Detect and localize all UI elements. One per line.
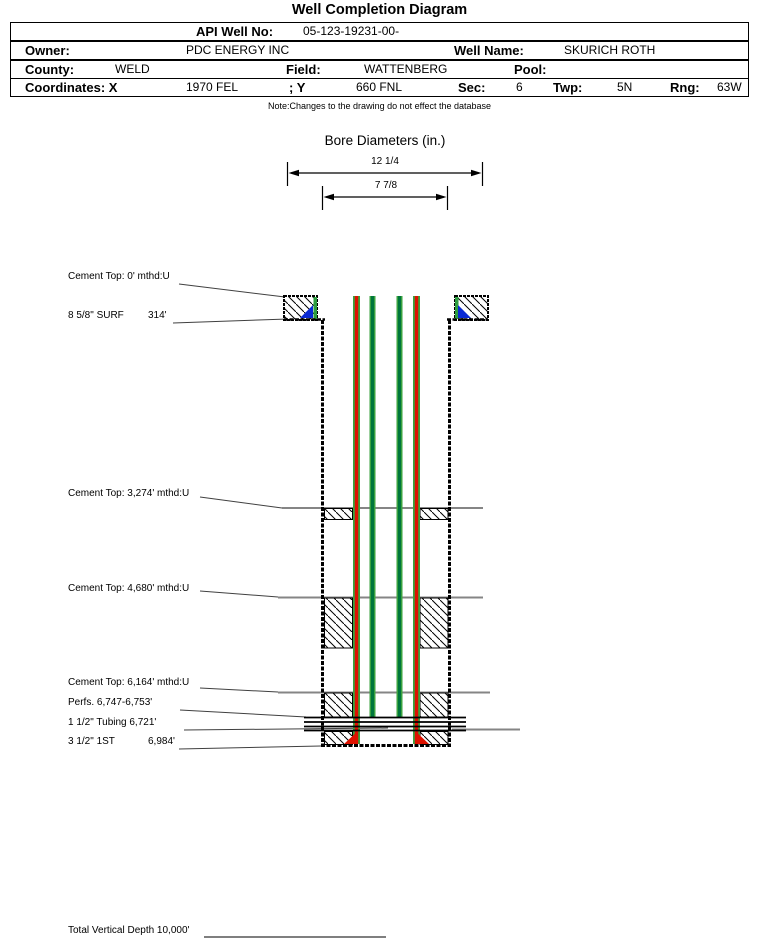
county-value: WELD [115, 62, 150, 76]
callout-total-vertical-depth: Total Vertical Depth 10,000' [68, 925, 190, 936]
field-label: Field: [286, 62, 321, 77]
callout-cement-top-4680: Cement Top: 4,680' mthd:U [68, 583, 190, 594]
table-row-coordinates [10, 78, 749, 97]
twp-value: 5N [617, 80, 633, 94]
table-row-owner [10, 41, 749, 60]
callout-liner: 3 1/2" 1ST [68, 736, 115, 747]
arrowhead-outer-left [289, 170, 300, 177]
cement-band-4680-right [420, 598, 448, 648]
owner-value: PDC ENERGY INC [186, 43, 290, 57]
tubing-left-green [371, 296, 374, 717]
arrowhead-outer-right [471, 170, 482, 177]
liner-shoe-markers [344, 731, 429, 744]
api-well-no-label: API Well No: [196, 24, 274, 39]
casing-left-red [355, 296, 358, 744]
cement-band-6164-left [325, 693, 353, 717]
api-well-no-value: 05-123-19231-00- [303, 24, 400, 38]
surface-casing-left [314, 297, 318, 319]
table-row-api [10, 22, 749, 41]
callout-cement-top-3274: Cement Top: 3,274' mthd:U [68, 488, 190, 499]
outer-bore-diameter-label: 12 1/4 [371, 156, 399, 167]
callout-perfs: Perfs. 6,747-6,753' [68, 697, 153, 708]
inner-bore-diameter-label: 7 7/8 [374, 180, 398, 191]
twp-label: Twp: [553, 80, 583, 95]
cement-bands [325, 509, 449, 745]
sec-label: Sec: [458, 80, 486, 95]
database-note: Note:Changes to the drawing do not effect the database [268, 101, 491, 111]
callout-tubing: 1 1/2" Tubing 6,721' [68, 717, 157, 728]
coordinate-x-value: 1970 FEL [186, 80, 239, 94]
cement-band-4680-left [325, 598, 353, 648]
callout-surface-casing: 8 5/8" SURF [68, 310, 124, 321]
cement-band-3274-right [420, 509, 448, 520]
callout-cement-top-6164: Cement Top: 6,164' mthd:U [68, 677, 190, 688]
surface-cement-blocks [284, 296, 488, 320]
table-row-county [10, 60, 749, 79]
production-casing-lines [353, 296, 420, 744]
casing-right-red [415, 296, 418, 744]
cement-band-6164-right [420, 693, 448, 717]
callout-cement-top-0: Cement Top: 0' mthd:U [68, 271, 170, 282]
coordinates-label: Coordinates: X [25, 80, 118, 95]
callout-surface-depth: 314' [148, 310, 167, 321]
coordinate-y-label: ; Y [289, 80, 306, 95]
wellbore-walls [321, 320, 451, 747]
tubing-lines [370, 296, 403, 717]
tubing-right-green [398, 296, 401, 717]
owner-label: Owner: [25, 43, 70, 58]
rng-value: 63W [717, 80, 742, 94]
well-name-value: SKURICH ROTH [564, 43, 656, 57]
field-value: WATTENBERG [364, 62, 448, 76]
sec-value: 6 [516, 80, 523, 94]
surface-casing-right [455, 297, 459, 319]
bore-diameters-title: Bore Diameters (in.) [324, 133, 446, 148]
cement-band-3274-left [325, 509, 353, 520]
page-title: Well Completion Diagram [291, 2, 468, 18]
coordinate-y-value: 660 FNL [356, 80, 403, 94]
rng-label: Rng: [670, 80, 700, 95]
callout-liner-depth: 6,984' [148, 736, 175, 747]
pool-label: Pool: [514, 62, 547, 77]
arrowhead-inner-left [324, 194, 335, 201]
well-name-label: Well Name: [454, 43, 524, 58]
arrowhead-inner-right [436, 194, 447, 201]
county-label: County: [25, 62, 75, 77]
